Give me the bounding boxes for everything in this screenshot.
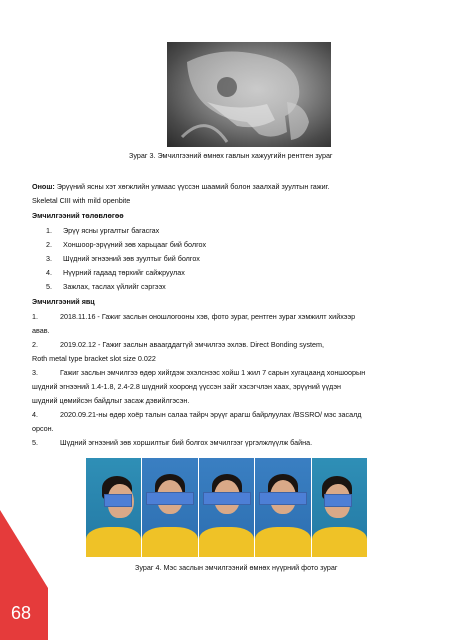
course-line: 5. Шүдний эгнээний зөв хоршилтыг бий болгох эмчилгээг үргэлжлүүлж байна. <box>32 438 313 447</box>
diagnosis-text: Эрүүний ясны хэт хөгжлийн улмаас үүссэн шаамий болон заалхай зуултын гажиг. <box>54 182 330 191</box>
plan-item-text: Зажлах, таслах үйлийг сэргээх <box>63 282 166 291</box>
figure4-caption: Зураг 4. Мэс заслын эмчилгээний өмнөх нүүрний фото зураг <box>135 563 338 572</box>
photo-frontal-smile <box>199 458 254 557</box>
diagnosis-label: Онош: <box>32 182 55 191</box>
skull-xray-graphic <box>167 42 331 147</box>
plan-item-text: Эрүү ясны ургалтыг багасгах <box>63 226 160 235</box>
corner-decoration <box>0 510 48 588</box>
course-line: орсон. <box>32 424 54 433</box>
photo-left-profile <box>312 458 367 557</box>
photo-frontal <box>142 458 197 557</box>
diagnosis-line2: Skeletal CIII with mild openbite <box>32 196 131 205</box>
course-line: 1. 2018.11.16 - Гажиг заслын оношлогооны хэв, фото зураг, рентген зураг хэмжилт хийхээр <box>32 312 356 321</box>
cephalometric-xray-image <box>167 42 331 147</box>
course-line: шүдний цөмийсэн байдлыг засаж дэвийлгэсэн. <box>32 396 190 405</box>
course-line: шүдний эгнээний 1.4-1.8, 2.4-2.8 шүдний хооронд үүссэн зайг хэсэгчлэн хаах, эрүүний үүдэн <box>32 382 341 391</box>
diagnosis-line <box>32 182 329 191</box>
plan-item-text: Нүүрний гадаад төрхийг сайжруулах <box>63 268 185 277</box>
face-mask <box>104 494 132 507</box>
course-line: 4. 2020.09.21-ны өдөр хоёр талын салаа тайрч эрүүг арагш байрлуулах /BSSRO/ мэс засалд <box>32 410 362 419</box>
course-line: Roth metal type bracket slot size 0.022 <box>32 354 156 363</box>
plan-item-num: 5. <box>46 282 52 291</box>
plan-item-num: 1. <box>46 226 52 235</box>
course-line: 2. 2019.02.12 - Гажиг заслын аваагддаггүй эмчилгээ эхлэв. Direct Bonding system, <box>32 340 325 349</box>
plan-heading: Эмчилгээний төлөвлөгөө <box>32 211 124 220</box>
facial-photos <box>86 458 367 557</box>
face-mask <box>324 494 352 507</box>
face-mask <box>203 492 251 505</box>
photo-right-profile <box>86 458 141 557</box>
course-line: 3. Гажиг заслын эмчилгээ өдөр хийгдэж эхэлснээс хойш 1 жил 7 сарын хугацаанд хоншоорын <box>32 368 366 377</box>
plan-item-text: Шүдний эгнээний зөв зуултыг бий болгох <box>63 254 200 263</box>
plan-item-num: 4. <box>46 268 52 277</box>
plan-item-text: Хоншоор-эрүүний зөв харьцааг бий болгох <box>63 240 207 249</box>
figure3-caption: Зураг 3. Эмчилгээний өмнөх гавлын хажуугийн рентген зураг <box>129 151 333 160</box>
face-mask <box>259 492 307 505</box>
course-heading: Эмчилгээний явц <box>32 297 95 306</box>
page-number: 68 <box>11 603 32 623</box>
plan-item-num: 2. <box>46 240 52 249</box>
course-line: авав. <box>32 326 50 335</box>
plan-item-num: 3. <box>46 254 52 263</box>
photo-frontal-smile-2 <box>255 458 310 557</box>
face-mask <box>146 492 194 505</box>
